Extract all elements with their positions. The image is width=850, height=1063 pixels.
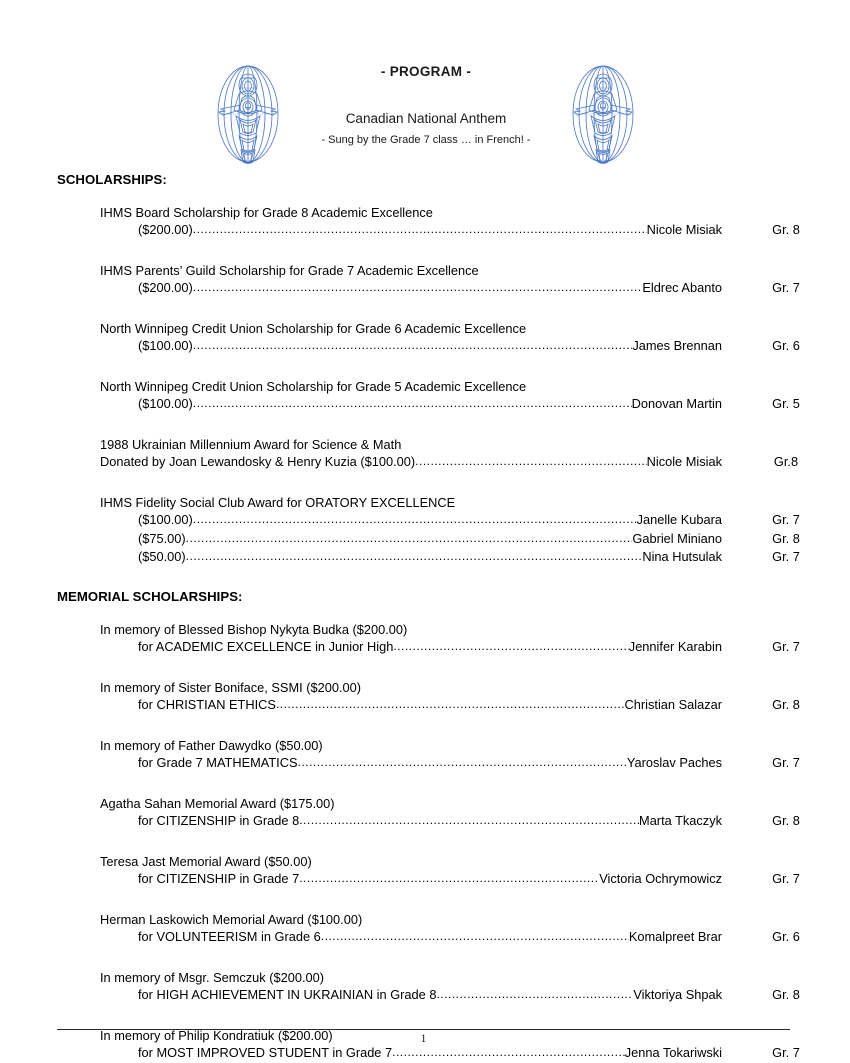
dot-leader [299,812,639,830]
award-recipient-row [138,511,850,530]
school-crest-icon-right [564,58,642,170]
award-title: In memory of Sister Boniface, SSMI ($200.00) [100,680,362,696]
recipient-name: Victoria Ochrymowicz [599,871,722,887]
award-title: In memory of Blessed Bishop Nykyta Budka ($200.00) [100,622,408,638]
award-entry [0,204,850,240]
award-amount-label: ($100.00) [138,512,193,528]
school-crest-icon-left [209,58,287,170]
award-title: IHMS Board Scholarship for Grade 8 Academic Excellence [100,205,433,220]
award-entry [0,795,850,831]
award-recipient-row [138,696,850,715]
dot-leader [193,511,637,529]
award-recipient-row [138,548,850,567]
award-recipient-row [138,986,850,1005]
recipient-grade: Gr. 7 [772,755,800,771]
award-entry [0,262,850,298]
recipient-grade: Gr.8 [773,454,799,470]
dot-leader [193,395,632,413]
award-amount-label: ($100.00) [138,338,193,354]
recipient-grade: Gr. 8 [772,697,800,713]
recipient-name: Yaroslav Paches [626,755,722,771]
award-amount-label: ($50.00) [138,549,186,565]
dot-leader [193,337,633,355]
recipient-grade: Gr. 7 [772,639,800,655]
award-title: North Winnipeg Credit Union Scholarship for Grade 6 Academic Excellence [100,320,527,336]
recipient-name: Marta Tkaczyk [639,813,722,829]
recipient-name: Gabriel Miniano [632,530,722,546]
recipient-grade: Gr. 7 [772,1045,800,1061]
recipient-grade: Gr. 7 [772,871,800,887]
award-recipient-row [138,221,850,240]
recipient-name: James Brennan [632,338,722,354]
recipient-grade: Gr. 6 [772,338,800,354]
dot-leader [193,221,647,239]
award-recipient-row [138,530,850,549]
award-entry [0,911,850,947]
page-header [0,0,850,172]
award-recipient-row [138,812,850,831]
page-footer [0,1029,850,1045]
recipient-name: Jenna Tokariwski [624,1045,722,1061]
dot-leader [193,279,643,297]
recipient-grade: Gr. 6 [772,929,800,945]
dot-leader [321,928,629,946]
dot-leader [298,754,627,772]
award-entry [0,621,850,657]
dot-leader [393,638,628,656]
award-title: Agatha Sahan Memorial Award ($175.00) [100,795,335,811]
award-entry [0,679,850,715]
award-entry [0,378,850,414]
dot-leader [186,548,643,566]
award-title: In memory of Msgr. Semczuk ($200.00) [100,969,325,985]
awards-list [0,621,850,1063]
recipient-name: Nicole Misiak [646,222,722,238]
awards-content [0,172,850,1063]
recipient-name: Nina Hutsulak [642,549,722,565]
award-title: IHMS Parents’ Guild Scholarship for Grade 7 Academic Excellence [100,262,479,278]
dot-leader [436,986,633,1004]
award-recipient-row [100,453,850,472]
award-recipient-row [138,754,850,773]
recipient-grade: Gr. 7 [772,280,800,296]
award-title: North Winnipeg Credit Union Scholarship for Grade 5 Academic Excellence [100,378,527,394]
award-entry [0,737,850,773]
award-entry [0,494,850,567]
award-title: Teresa Jast Memorial Award ($50.00) [100,853,312,869]
recipient-grade: Gr. 7 [772,549,800,565]
header-text-block [300,64,552,148]
dot-leader [392,1044,625,1062]
award-recipient-row [138,279,850,298]
award-amount-label: for Grade 7 MATHEMATICS [138,755,298,771]
recipient-grade: Gr. 8 [772,222,800,238]
award-title: 1988 Ukrainian Millennium Award for Science & Math [100,436,402,452]
dot-leader [186,530,633,548]
recipient-name: Eldrec Abanto [642,280,722,296]
recipient-name: Komalpreet Brar [628,929,722,945]
recipient-name: Janelle Kubara [636,512,722,528]
recipient-name: Christian Salazar [624,697,722,713]
anthem-subtitle: - Sung by the Grade 7 class … in French! - [321,134,531,147]
award-amount-label: ($200.00) [138,280,193,296]
section-heading: MEMORIAL SCHOLARSHIPS: [57,589,243,605]
award-amount-label: ($75.00) [138,530,186,546]
page-title: - PROGRAM - [380,64,472,79]
recipient-grade: Gr. 7 [772,512,800,528]
award-amount-label: for CHRISTIAN ETHICS [138,697,276,713]
recipient-grade: Gr. 8 [772,987,800,1003]
dot-leader [276,696,625,714]
section-heading: SCHOLARSHIPS: [57,172,167,187]
award-amount-label: for VOLUNTEERISM in Grade 6 [138,929,321,945]
recipient-grade: Gr. 8 [772,530,800,546]
award-title: In memory of Father Dawydko ($50.00) [100,738,323,753]
award-recipient-row [138,638,850,657]
award-recipient-row [138,870,850,889]
award-amount-label: for MOST IMPROVED STUDENT in Grade 7 [138,1045,393,1061]
award-entry [0,436,850,472]
award-amount-label: for CITIZENSHIP in Grade 8 [138,813,300,829]
recipient-name: Jennifer Karabin [628,639,722,655]
award-recipient-row [138,1044,850,1063]
recipient-grade: Gr. 5 [772,396,800,412]
award-amount-label: for CITIZENSHIP in Grade 7 [138,871,300,887]
award-amount-label: ($100.00) [138,396,193,412]
award-recipient-row [138,395,850,414]
award-entry [0,969,850,1005]
award-recipient-row [138,928,850,947]
awards-list [0,204,850,567]
award-title: In memory of Philip Kondratiuk ($200.00) [100,1027,333,1043]
award-title: IHMS Fidelity Social Club Award for ORATORY EXCELLENCE [100,494,456,510]
recipient-grade: Gr. 8 [772,813,800,829]
recipient-name: Donovan Martin [631,396,722,412]
award-entry [0,853,850,889]
award-amount-label: for ACADEMIC EXCELLENCE in Junior High [138,639,394,655]
award-entry [0,320,850,356]
dot-leader [415,453,646,471]
award-recipient-row [138,337,850,356]
award-amount-label: Donated by Joan Lewandosky & Henry Kuzia ($100.00) [100,454,416,470]
dot-leader [299,870,599,888]
award-amount-label: for HIGH ACHIEVEMENT IN UKRAINIAN in Grade 8 [138,987,437,1003]
award-amount-label: ($200.00) [138,222,193,238]
award-title: Herman Laskowich Memorial Award ($100.00) [100,911,363,927]
page-number: 1 [420,1033,427,1045]
recipient-name: Nicole Misiak [646,454,722,470]
anthem-title: Canadian National Anthem [345,111,507,127]
recipient-name: Viktoriya Shpak [633,987,722,1003]
